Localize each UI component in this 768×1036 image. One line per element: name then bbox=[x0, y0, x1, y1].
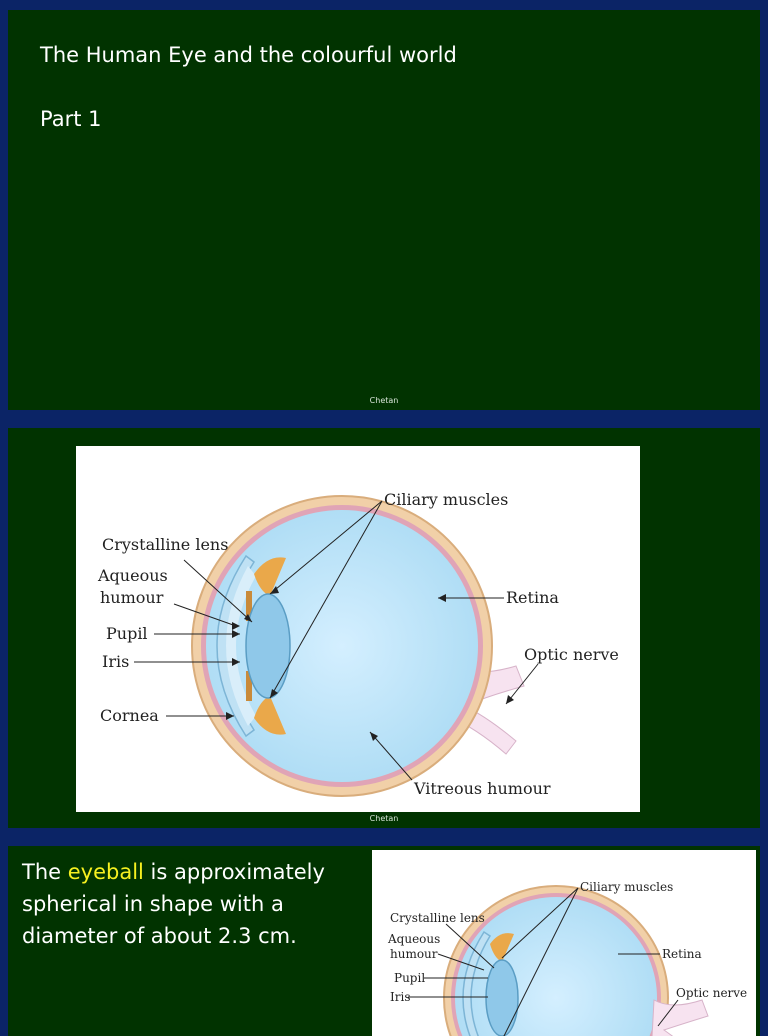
label-pupil: Pupil bbox=[106, 624, 148, 643]
label-optic-nerve: Optic nerve bbox=[524, 645, 619, 664]
highlight-eyeball: eyeball bbox=[67, 860, 144, 884]
label-vitreous-humour: Vitreous humour bbox=[414, 779, 551, 798]
slide-eye-diagram bbox=[8, 428, 760, 828]
eye-diagram-small-svg bbox=[372, 850, 756, 1036]
label-crystalline-lens: Crystalline lens bbox=[102, 535, 229, 554]
eye-diagram bbox=[76, 446, 640, 812]
label-aqueous-line2: humour bbox=[390, 947, 438, 961]
label-iris: Iris bbox=[102, 652, 130, 671]
label-crystalline-lens: Crystalline lens bbox=[390, 911, 485, 925]
label-aqueous-line1: Aqueous bbox=[388, 932, 441, 946]
text-before: The bbox=[22, 860, 68, 884]
label-aqueous-line1: Aqueous bbox=[98, 566, 168, 585]
text-after: is approximately spherical in shape with a diameter of about 2.3 cm. bbox=[22, 860, 325, 948]
label-optic-nerve: Optic nerve bbox=[676, 986, 748, 1000]
label-aqueous-line2: humour bbox=[100, 588, 164, 607]
label-retina: Retina bbox=[662, 947, 702, 961]
label-pupil: Pupil bbox=[394, 971, 426, 985]
slide-footer: Chetan bbox=[369, 396, 399, 405]
label-iris: Iris bbox=[390, 990, 411, 1004]
slide-title bbox=[8, 10, 760, 410]
slide-eyeball bbox=[8, 846, 760, 1036]
slide-footer: Chetan bbox=[369, 814, 399, 823]
label-cornea: Cornea bbox=[100, 706, 159, 725]
eyeball-description bbox=[22, 856, 352, 952]
lens-shape bbox=[246, 594, 290, 698]
lens-shape bbox=[486, 960, 518, 1036]
part-label: Part 1 bbox=[40, 107, 102, 131]
label-ciliary-muscles: Ciliary muscles bbox=[580, 880, 674, 894]
optic-nerve-shape bbox=[652, 1000, 708, 1036]
label-retina: Retina bbox=[506, 588, 559, 607]
presentation-title: The Human Eye and the colourful world bbox=[40, 43, 457, 67]
eye-diagram-small bbox=[372, 850, 756, 1036]
label-ciliary-muscles: Ciliary muscles bbox=[384, 490, 509, 509]
eye-diagram-svg bbox=[76, 446, 640, 812]
